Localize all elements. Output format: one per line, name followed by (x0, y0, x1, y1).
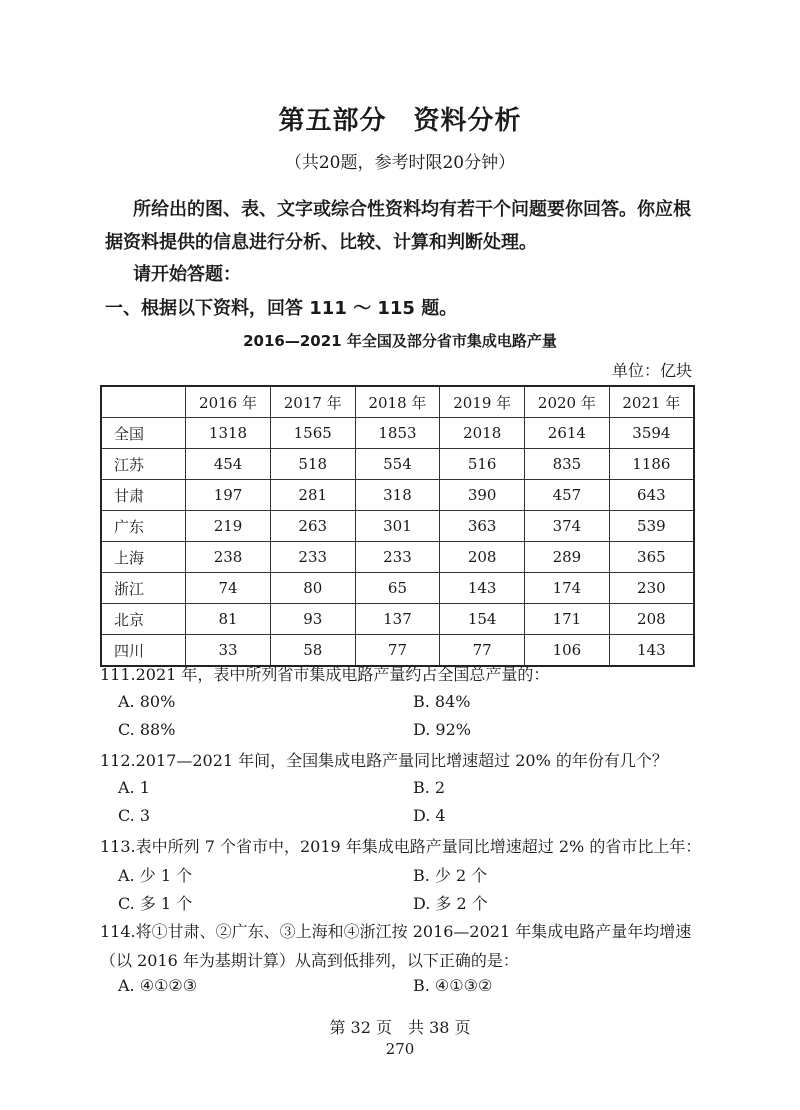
region-cell: 甘肃 (101, 480, 186, 511)
header-cell: 2020 年 (525, 386, 610, 418)
value-cell: 208 (440, 542, 525, 573)
value-cell: 516 (440, 449, 525, 480)
header-cell: 2018 年 (355, 386, 440, 418)
table-row (101, 480, 694, 511)
option-a: A. 1 (118, 778, 150, 797)
page-info: 第 32 页 共 38 页 (329, 1018, 471, 1037)
instructions-paragraph: 所给出的图、表、文字或综合性资料均有若干个问题要你回答。你应根据资料提供的信息进行分析、比较、计算和判断处理。 (105, 199, 691, 253)
option-a: A. ④①②③ (118, 976, 198, 995)
value-cell: 219 (186, 511, 271, 542)
value-cell: 1853 (355, 418, 440, 449)
value-cell: 230 (609, 573, 694, 604)
value-cell: 1186 (609, 449, 694, 480)
value-cell: 539 (609, 511, 694, 542)
section-subtitle: （共20题，参考时限20分钟） (284, 153, 516, 173)
header-cell: 2021 年 (609, 386, 694, 418)
option-c: C. 多 1 个 (118, 894, 193, 913)
value-cell: 238 (186, 542, 271, 573)
option-b: B. ④①③② (413, 976, 493, 995)
option-c: C. 88% (118, 720, 176, 739)
region-cell: 江苏 (101, 449, 186, 480)
value-cell: 263 (270, 511, 355, 542)
region-cell: 北京 (101, 604, 186, 635)
question-112: 112.2017—2021 年间，全国集成电路产量同比增速超过 20% 的年份有几个？ (100, 751, 668, 770)
table-title: 2016—2021 年全国及部分省市集成电路产量 (243, 332, 557, 350)
value-cell: 457 (525, 480, 610, 511)
value-cell: 3594 (609, 418, 694, 449)
value-cell: 106 (525, 635, 610, 667)
production-table (100, 385, 695, 667)
value-cell: 365 (609, 542, 694, 573)
value-cell: 77 (355, 635, 440, 667)
value-cell: 301 (355, 511, 440, 542)
option-b: B. 84% (413, 692, 471, 711)
header-cell: 2017 年 (270, 386, 355, 418)
region-cell: 四川 (101, 635, 186, 667)
option-d: D. 92% (413, 720, 471, 739)
question-113: 113.表中所列 7 个省市中，2019 年集成电路产量同比增速超过 2% 的省市比上年： (100, 837, 702, 856)
value-cell: 281 (270, 480, 355, 511)
value-cell: 1565 (270, 418, 355, 449)
header-cell (101, 386, 186, 418)
table-row (101, 542, 694, 573)
value-cell: 137 (355, 604, 440, 635)
value-cell: 93 (270, 604, 355, 635)
table-unit: 单位：亿块 (611, 361, 692, 380)
value-cell: 835 (525, 449, 610, 480)
value-cell: 143 (440, 573, 525, 604)
value-cell: 65 (355, 573, 440, 604)
value-cell: 289 (525, 542, 610, 573)
value-cell: 81 (186, 604, 271, 635)
option-b: B. 2 (413, 778, 446, 797)
region-cell: 上海 (101, 542, 186, 573)
header-cell: 2019 年 (440, 386, 525, 418)
question-114-line2: （以 2016 年为基期计算）从高到低排列，以下正确的是： (100, 951, 519, 970)
option-a: A. 少 1 个 (118, 866, 193, 885)
table-row (101, 604, 694, 635)
value-cell: 554 (355, 449, 440, 480)
question-group-heading: 一、根据以下资料，回答 111 ～ 115 题。 (105, 298, 458, 319)
table-row (101, 573, 694, 604)
question-114-line1: 114.将①甘肃、②广东、③上海和④浙江按 2016—2021 年集成电路产量年均增速 (100, 922, 692, 941)
option-a: A. 80% (118, 692, 176, 711)
header-cell: 2016 年 (186, 386, 271, 418)
value-cell: 2614 (525, 418, 610, 449)
value-cell: 80 (270, 573, 355, 604)
value-cell: 208 (609, 604, 694, 635)
start-prompt: 请开始答题： (133, 264, 241, 285)
region-cell: 广东 (101, 511, 186, 542)
page-number: 270 (385, 1040, 415, 1058)
value-cell: 454 (186, 449, 271, 480)
value-cell: 58 (270, 635, 355, 667)
region-cell: 全国 (101, 418, 186, 449)
table-row (101, 418, 694, 449)
section-title: 第五部分 资料分析 (278, 106, 522, 136)
value-cell: 154 (440, 604, 525, 635)
value-cell: 74 (186, 573, 271, 604)
option-b: B. 少 2 个 (413, 866, 488, 885)
table-row (101, 511, 694, 542)
value-cell: 171 (525, 604, 610, 635)
table-row (101, 449, 694, 480)
region-cell: 浙江 (101, 573, 186, 604)
value-cell: 518 (270, 449, 355, 480)
value-cell: 77 (440, 635, 525, 667)
value-cell: 374 (525, 511, 610, 542)
question-111: 111.2021 年，表中所列省市集成电路产量约占全国总产量的： (100, 665, 550, 684)
option-d: D. 4 (413, 806, 446, 825)
value-cell: 318 (355, 480, 440, 511)
value-cell: 233 (355, 542, 440, 573)
value-cell: 390 (440, 480, 525, 511)
value-cell: 643 (609, 480, 694, 511)
table-header-row (101, 386, 694, 418)
option-c: C. 3 (118, 806, 151, 825)
value-cell: 33 (186, 635, 271, 667)
value-cell: 197 (186, 480, 271, 511)
value-cell: 363 (440, 511, 525, 542)
value-cell: 174 (525, 573, 610, 604)
value-cell: 1318 (186, 418, 271, 449)
option-d: D. 多 2 个 (413, 894, 488, 913)
value-cell: 143 (609, 635, 694, 667)
value-cell: 233 (270, 542, 355, 573)
value-cell: 2018 (440, 418, 525, 449)
